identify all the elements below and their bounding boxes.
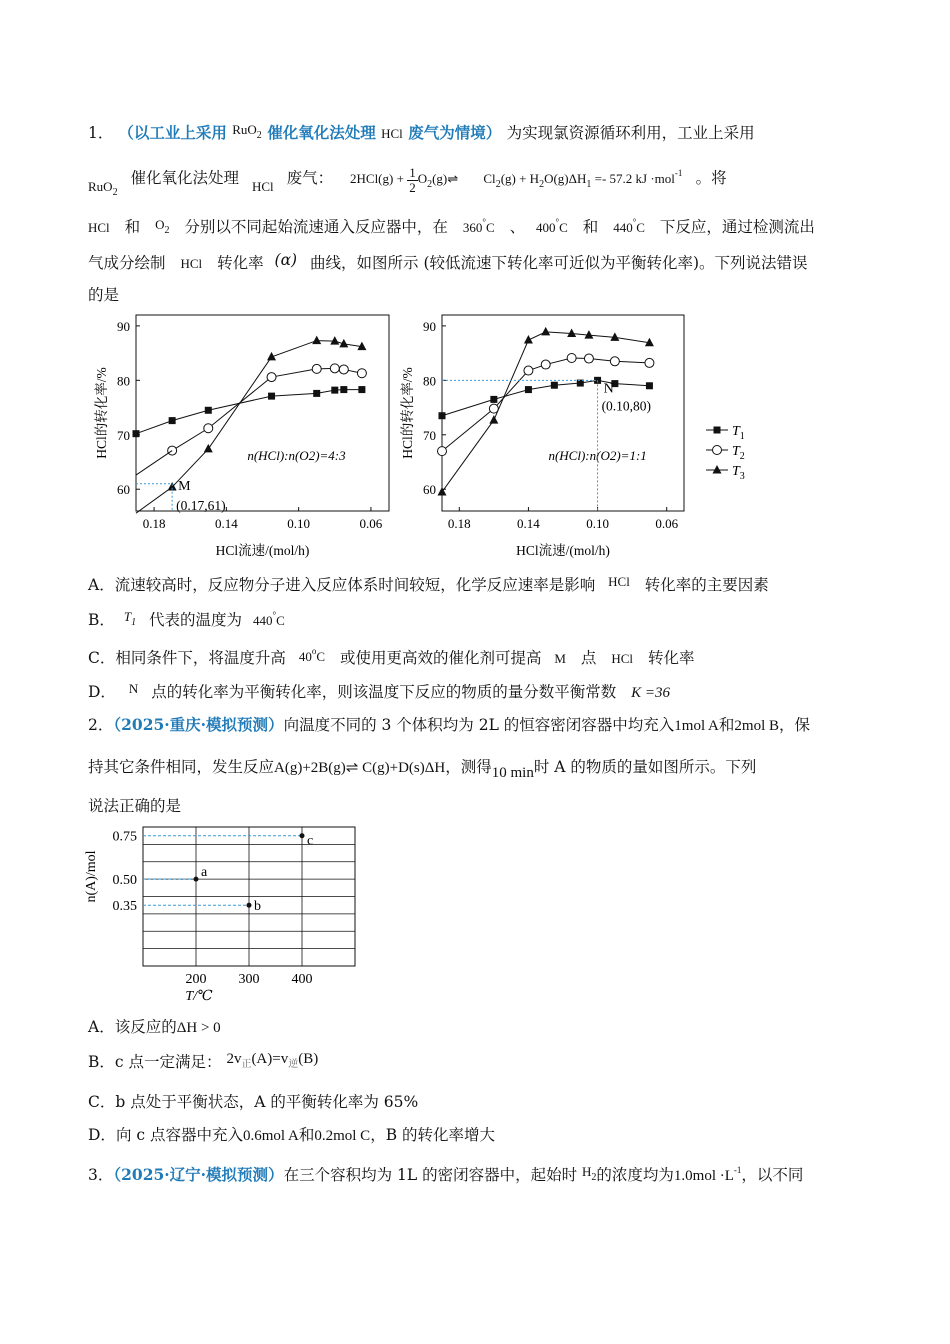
y-tick-label: 80 <box>117 373 130 389</box>
point-label: M <box>178 478 191 494</box>
series-line-T1 <box>136 390 362 434</box>
y-tick-label: 70 <box>423 427 436 443</box>
series-point-T3 <box>330 336 339 345</box>
point-coords: (0.10,80) <box>601 398 652 414</box>
q1-ruo2: RuO2 <box>88 179 118 198</box>
legend-marker <box>713 465 722 474</box>
ratio-annotation: n(HCl):n(O2)=1:1 <box>548 448 647 464</box>
series-point-T2 <box>312 364 321 373</box>
q3-line-1: 3．（2025·辽宁·模拟预测）在三个容积均为 1L 的密闭容器中，起始时 $^{H_2}$的浓度均为$1.0mol \cdot L^{-1}$，以不同 <box>88 1164 804 1184</box>
series-point-T2 <box>584 354 593 363</box>
series-point-T2 <box>339 365 348 374</box>
y-axis-label: HCl的转化率/% <box>94 367 109 459</box>
series-point-T2 <box>357 369 366 378</box>
x-axis-label: T/℃ <box>185 989 213 1004</box>
series-point-T1 <box>268 393 275 400</box>
q2-reaction: A(g)+2B(g)⇌ C(g)+D(s)ΔH <box>274 760 446 776</box>
q1-number: 1． <box>88 124 114 142</box>
data-point-a <box>194 877 199 882</box>
series-point-T3 <box>312 336 321 345</box>
q2-option-c[interactable]: C．b 点处于平衡状态，A 的平衡转化率为 65% <box>88 1093 419 1111</box>
legend-marker <box>714 427 721 434</box>
y-axis-label: HCl的转化率/% <box>400 367 415 459</box>
series-point-T1 <box>133 430 140 437</box>
series-point-T1 <box>331 387 338 394</box>
x-tick-label: 0.14 <box>214 516 238 531</box>
q1-option-b[interactable]: B． $^{T_1}$ 代表的温度为 440°C <box>88 609 285 629</box>
x-tick-label: 0.10 <box>287 516 311 531</box>
series-point-T1 <box>525 386 532 393</box>
legend-label: $T_3$ <box>732 464 745 482</box>
series-point-T3 <box>567 329 576 338</box>
series-point-T1 <box>490 396 497 403</box>
series-point-T2 <box>168 446 177 455</box>
x-tick-label: 400 <box>291 972 313 987</box>
series-point-T1 <box>340 386 347 393</box>
x-tick-label: 300 <box>238 972 260 987</box>
q2-source-tag: （2025·重庆·模拟预测） <box>113 715 284 734</box>
series-point-T1 <box>439 412 446 419</box>
x-tick-label: 0.14 <box>517 516 540 531</box>
chart-legend <box>706 424 745 482</box>
y-tick-label: 0.75 <box>112 829 137 845</box>
q1-line-4: 气成分绘制 HCl 转化率 (α) 曲线，如图所示 (较低流速下转化率可近似为平衡转化率)。下列说法错误 <box>88 251 808 272</box>
x-tick-label: 200 <box>185 972 207 987</box>
x-tick-label: 0.18 <box>447 516 471 531</box>
x-tick-label: 0.06 <box>655 516 679 531</box>
q2-line-3: 说法正确的是 <box>88 797 182 815</box>
series-point-T1 <box>313 390 320 397</box>
q1-option-c[interactable]: C．相同条件下，将温度升高 40$^o$C 或使用更高效的催化剂可提高 M 点 HCl 转化率 <box>88 646 695 667</box>
y-tick-label: 60 <box>423 482 436 498</box>
ratio-annotation: n(HCl):n(O2)=4:3 <box>247 448 346 464</box>
q2-figure <box>80 820 480 1010</box>
x-axis-label: HCl流速/(mol/h) <box>516 543 610 558</box>
q1-line-1 <box>88 120 755 146</box>
series-line-T2 <box>172 368 362 450</box>
q1-line-2: $_{RuO_2}$ 催化氧化法处理 $_{HCl}$ 废气： 2HCl(g) + $\frac{1}{2}$ $O_2(g)\rightleftharpoons$ $Cl_2(g) + H_2O(g)\Delta H_1 =- 57.2$ kJ ·mol$^{-1}$ 。将 <box>88 164 727 198</box>
point-coords: (0.17,61) <box>176 497 226 513</box>
series-point-T2 <box>645 358 654 367</box>
q1-figure <box>0 300 950 570</box>
q1-equation: 2HCl(g) + $\frac{1}{2}$ $O_2(g)\rightleftharpoons$ $Cl_2(g) + H_2O(g)\Delta H_1 =- 57.2$ kJ ·mol$^{-1}$ <box>350 164 683 195</box>
chart-right <box>400 315 684 558</box>
point-label: N <box>603 381 614 397</box>
legend-label: $T_2$ <box>732 444 745 462</box>
q2-option-a[interactable]: A．该反应的ΔH > 0 <box>88 1018 221 1036</box>
q2-option-d[interactable]: D．向 c 点容器中充入0.6mol A和0.2mol C，B 的转化率增大 <box>88 1126 496 1144</box>
series-point-T2 <box>567 354 576 363</box>
series-point-T2 <box>204 424 213 433</box>
x-axis-label: HCl流速/(mol/h) <box>215 543 310 558</box>
chart-left <box>94 315 389 558</box>
y-tick-label: 60 <box>117 482 130 498</box>
series-point-T1 <box>551 382 558 389</box>
point-label-a: a <box>201 865 208 881</box>
series-point-T2 <box>267 373 276 382</box>
series-point-T3 <box>541 327 550 336</box>
series-point-T1 <box>169 417 176 424</box>
q2-line-1: 2．（2025·重庆·模拟预测）向温度不同的 3 个体积均为 2L 的恒容密闭容器中均充入1mol A和2mol B，保 <box>88 715 811 734</box>
q2-option-b[interactable]: B．c 点一定满足： $2v_正(A)=v_逆(B)$ <box>88 1051 319 1071</box>
x-tick-label: 0.06 <box>359 516 383 531</box>
n-a-chart <box>84 827 355 1004</box>
x-tick-label: 0.18 <box>142 516 166 531</box>
q2-line-2: 持其它条件相同，发生反应A(g)+2B(g)⇌ C(g)+D(s)ΔH，测得10 min时 A 的物质的量如图所示。下列 <box>88 758 757 781</box>
series-point-T1 <box>646 382 653 389</box>
point-label-c: c <box>307 833 314 849</box>
point-label-b: b <box>254 899 261 915</box>
series-line-T2-ext <box>136 451 172 476</box>
x-tick-label: 0.10 <box>586 516 609 531</box>
plot-frame <box>136 315 389 511</box>
legend-label: $T_1$ <box>732 424 745 442</box>
q3-source-tag: （2025·辽宁·模拟预测） <box>113 1165 284 1184</box>
series-point-T1 <box>358 386 365 393</box>
series-point-T3 <box>524 335 533 344</box>
q1-line-5: 的是 <box>88 286 120 304</box>
q1-option-a[interactable]: A．流速较高时，反应物分子进入反应体系时间较短，化学反应速率是影响 $^{HCl}$ 转化率的主要因素 <box>88 574 769 594</box>
y-tick-label: 90 <box>117 318 130 334</box>
series-point-T2 <box>610 357 619 366</box>
series-point-T2 <box>541 360 550 369</box>
series-point-T2 <box>330 364 339 373</box>
series-point-T3 <box>489 415 498 424</box>
q1-option-d[interactable]: D． $^N$ 点的转化率为平衡转化率，则该温度下反应的物质的量分数平衡常数 K =36 <box>88 681 671 701</box>
legend-marker <box>713 446 722 455</box>
y-tick-label: 90 <box>423 318 436 334</box>
y-tick-label: 0.50 <box>112 873 137 889</box>
y-tick-label: 70 <box>117 427 130 443</box>
series-point-T2 <box>438 447 447 456</box>
y-axis-label: n(A)/mol <box>84 850 99 903</box>
data-point-b <box>247 903 252 908</box>
series-point-T1 <box>205 407 212 414</box>
y-tick-label: 0.35 <box>112 899 137 915</box>
series-line-T3 <box>172 341 362 487</box>
series-point-T2 <box>524 366 533 375</box>
q1-line-3: HCl 和 $O_2$ 分别以不同起始流速通入反应器中，在 360°C 、 400°C 和 440°C 下反应，通过检测流出 <box>88 217 815 236</box>
q1-source-tag: （以工业上采用 $^{RuO_2}$ 催化氧化法处理 HCl 废气为情境） <box>118 122 502 142</box>
data-point-c <box>300 833 305 838</box>
y-tick-label: 80 <box>423 373 436 389</box>
q1-intro: 为实现氯资源循环利用，工业上采用 <box>506 124 755 142</box>
